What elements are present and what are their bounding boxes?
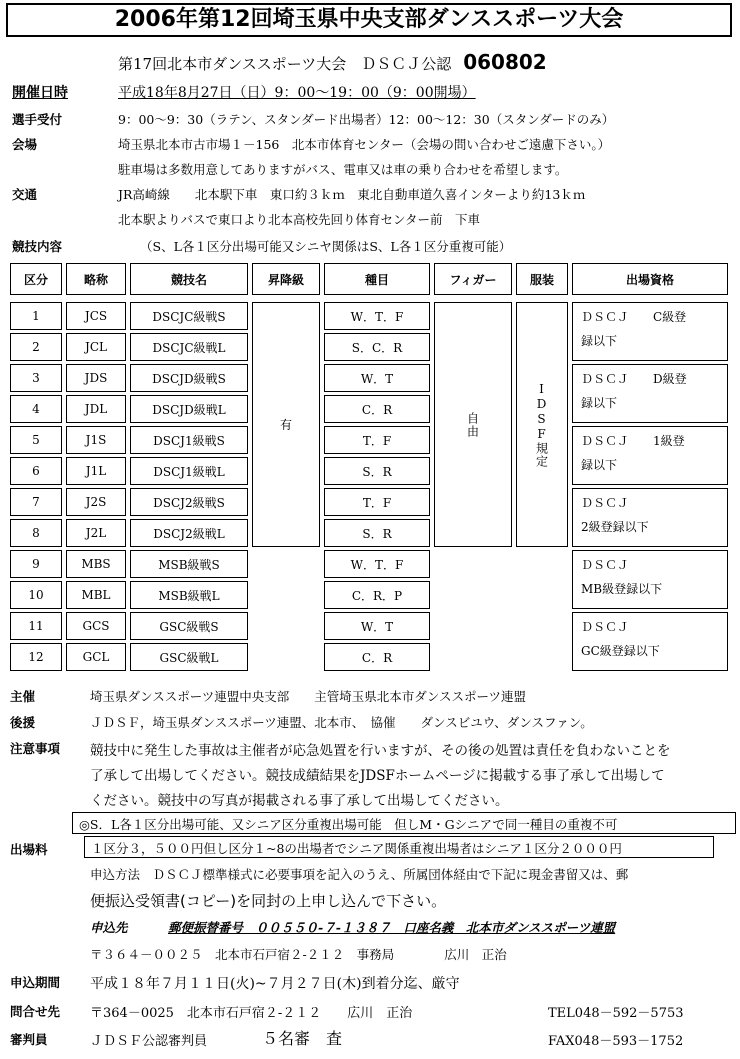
row-event-cell: S．C．R [324, 333, 430, 361]
transport-value-1: JR高崎線 北本駅下車 東口約３ｋｍ 東北自動車道久喜インターより約13ｋｍ [118, 187, 586, 202]
subtitle-text: 第17回北本市ダンススポーツ大会 ＤＳＣＪ公認 [118, 55, 452, 73]
table-header-cell: 昇降級 [252, 263, 320, 295]
row-name-cell: GSC級戦L [130, 643, 248, 671]
row-number-cell: 3 [10, 364, 62, 392]
judges-count: ５名審 査 [262, 1029, 343, 1048]
apply-account: 郵便振替番号 ００５５０-７-１３８７ 口座名義 北本市ダンススポーツ連盟 [168, 920, 616, 935]
judges-label: 審判員 [10, 1032, 48, 1047]
table-header-cell: 出場資格 [572, 263, 728, 295]
support-label: 後援 [10, 715, 36, 730]
reception-value: 9：00～9：30（ラテン、スタンダード出場者）12：00～12：30（スタンダードのみ） [118, 112, 615, 127]
qualification-line-1: ＤＳＣＪ [581, 558, 630, 572]
row-abbr-cell: J2S [66, 488, 126, 516]
row-event-cell: W．T．F [324, 302, 430, 330]
period-value: 平成１８年７月１１日(火)~７月２７日(木)到着分迄、厳守 [90, 976, 460, 992]
table-header-cell: 略称 [66, 263, 126, 295]
subtitle [118, 50, 547, 74]
judges-value: ＪＤＳＦ公認審判員 [90, 1034, 208, 1049]
qualification-cell [572, 550, 728, 609]
qualification-line-1: ＤＳＣＪ C級登 [581, 310, 687, 324]
row-number-cell: 7 [10, 488, 62, 516]
qualification-line-2: 録以下 [581, 396, 618, 410]
qualification-line-2: MB級登録以下 [581, 582, 663, 596]
fee-box [84, 836, 714, 858]
table-header-cell: 種目 [324, 263, 430, 295]
qualification-line-1: ＤＳＣＪ [581, 496, 630, 510]
qualification-cell [572, 302, 728, 361]
dress-cell: IDSF規定 [516, 302, 568, 547]
row-name-cell: MSB級戦L [130, 581, 248, 609]
tel-number: TEL048－592－5753 [548, 1006, 684, 1021]
qualification-cell [572, 488, 728, 547]
figure-cell: 自由 [434, 302, 512, 547]
qualification-line-1: ＤＳＣＪ 1級登 [581, 434, 685, 448]
qualification-line-2: GC級登録以下 [581, 644, 660, 658]
row-event-cell: S．R [324, 457, 430, 485]
row-name-cell: DSCJ1級戦L [130, 457, 248, 485]
boxed-note-text: ◎S．L各１区分出場可能、又シニア区分重複出場可能 但しM・Gシニアで同一種目の重複不可 [79, 817, 618, 832]
row-event-cell: W．T．F [324, 550, 430, 578]
qualification-cell [572, 364, 728, 423]
row-event-cell: S．R [324, 519, 430, 547]
page-title: 2006年第12回埼玉県中央支部ダンススポーツ大会 [6, 3, 732, 37]
row-abbr-cell: MBL [66, 581, 126, 609]
row-number-cell: 1 [10, 302, 62, 330]
date-value: 平成18年8月27日（日）9：00～19：00（9：00開場） [118, 85, 476, 101]
row-name-cell: DSCJD級戦S [130, 364, 248, 392]
row-abbr-cell: GCS [66, 612, 126, 640]
row-abbr-cell: J1L [66, 457, 126, 485]
row-name-cell: DSCJ1級戦S [130, 426, 248, 454]
table-header-cell: フィガー [434, 263, 512, 295]
row-number-cell: 8 [10, 519, 62, 547]
events-value: （S、L各１区分出場可能又シニヤ関係はS、L各１区分重複可能） [140, 239, 512, 254]
date-label: 開催日時 [12, 85, 68, 101]
row-name-cell: DSCJ2級戦S [130, 488, 248, 516]
row-abbr-cell: JDL [66, 395, 126, 423]
row-name-cell: MSB級戦S [130, 550, 248, 578]
qualification-line-2: 2級登録以下 [581, 520, 649, 534]
row-name-cell: DSCJD級戦L [130, 395, 248, 423]
notice-line-1: 競技中に発生した事故は主催者が応急処置を行いますが、その後の処置は責任を負わないことを [90, 743, 671, 759]
qualification-cell [572, 426, 728, 485]
notice-label: 注意事項 [10, 741, 61, 756]
sponsor-value: 埼玉県ダンススポーツ連盟中央支部 主管埼玉県北本市ダンススポーツ連盟 [90, 689, 527, 704]
table-header-cell: 服装 [516, 263, 568, 295]
qualification-line-2: 録以下 [581, 458, 618, 472]
row-number-cell: 2 [10, 333, 62, 361]
row-name-cell: DSCJ2級戦L [130, 519, 248, 547]
row-name-cell: GSC級戦S [130, 612, 248, 640]
row-abbr-cell: J1S [66, 426, 126, 454]
venue-label: 会場 [12, 137, 38, 152]
reception-label: 選手受付 [12, 112, 63, 127]
row-name-cell: DSCJC級戦S [130, 302, 248, 330]
row-event-cell: T．F [324, 426, 430, 454]
table-header-cell: 区分 [10, 263, 62, 295]
row-event-cell: C．R [324, 643, 430, 671]
support-value: ＪＤＳＦ，埼玉県ダンススポーツ連盟、北本市、 協催 ダンスビユウ、ダンスファン。 [90, 715, 593, 730]
sponsor-label: 主催 [10, 689, 36, 704]
apply-label: 申込先 [90, 920, 128, 935]
qualification-line-1: ＤＳＣＪ D級登 [581, 372, 687, 386]
row-number-cell: 4 [10, 395, 62, 423]
row-event-cell: C．R [324, 395, 430, 423]
row-number-cell: 6 [10, 457, 62, 485]
row-abbr-cell: J2L [66, 519, 126, 547]
sanction-code: 060802 [463, 50, 547, 74]
row-name-cell: DSCJC級戦L [130, 333, 248, 361]
fee-label: 出場料 [10, 842, 48, 857]
row-event-cell: W．T [324, 612, 430, 640]
period-label: 申込期間 [10, 975, 61, 990]
method-line-1: 申込方法 ＤＳＣＪ標準様式に必要事項を記入のうえ、所属団体経由で下記に現金書留又は、郵 [90, 867, 629, 882]
row-abbr-cell: JCL [66, 333, 126, 361]
venue-value-2: 駐車場は多数用意してありますがバス、電車又は車の乗り合わせを希望します。 [118, 162, 568, 177]
row-abbr-cell: GCL [66, 643, 126, 671]
qualification-cell [572, 612, 728, 671]
qualification-line-1: ＤＳＣＪ [581, 620, 630, 634]
row-event-cell: C．R．P [324, 581, 430, 609]
row-abbr-cell: JDS [66, 364, 126, 392]
fee-value: １区分３，５００円但し区分１~8の出場者でシニア関係重複出場者はシニア１区分２０００円 [91, 841, 622, 856]
row-number-cell: 9 [10, 550, 62, 578]
venue-value-1: 埼玉県北本市古市場１－156 北本市体育センター（会場の問い合わせご遠慮下さい。） [118, 137, 611, 152]
fax-number: FAX048－593－1752 [548, 1034, 684, 1049]
boxed-note [72, 812, 736, 834]
qualification-line-2: 録以下 [581, 334, 618, 348]
table-header-cell: 競技名 [130, 263, 248, 295]
row-number-cell: 5 [10, 426, 62, 454]
row-number-cell: 10 [10, 581, 62, 609]
row-event-cell: T．F [324, 488, 430, 516]
contact-value: 〒364－0025 北本市石戸宿２-２１２ 広川 正治 [90, 1006, 413, 1021]
row-abbr-cell: MBS [66, 550, 126, 578]
method-line-2: 便振込受領書(コピー)を同封の上申し込んで下さい。 [90, 892, 447, 910]
events-label: 競技内容 [12, 239, 63, 254]
notice-line-3: ください。競技中の写真が掲載される事了承して出場してください。 [90, 793, 509, 809]
row-number-cell: 11 [10, 612, 62, 640]
contact-label: 問合せ先 [10, 1004, 61, 1019]
transport-label: 交通 [12, 187, 38, 202]
row-event-cell: W．T [324, 364, 430, 392]
row-number-cell: 12 [10, 643, 62, 671]
row-abbr-cell: JCS [66, 302, 126, 330]
notice-line-2: 了承して出場してください。競技成績結果をJDSFホームページに掲載する事了承して出場して [90, 768, 665, 784]
transport-value-2: 北本駅よりバスで東口より北本高校先回り体育センター前 下車 [118, 212, 481, 227]
apply-address: 〒３６４－００２５ 北本市石戸宿２-２１２ 事務局 広川 正治 [90, 947, 507, 962]
promotion-cell: 有 [252, 302, 320, 547]
